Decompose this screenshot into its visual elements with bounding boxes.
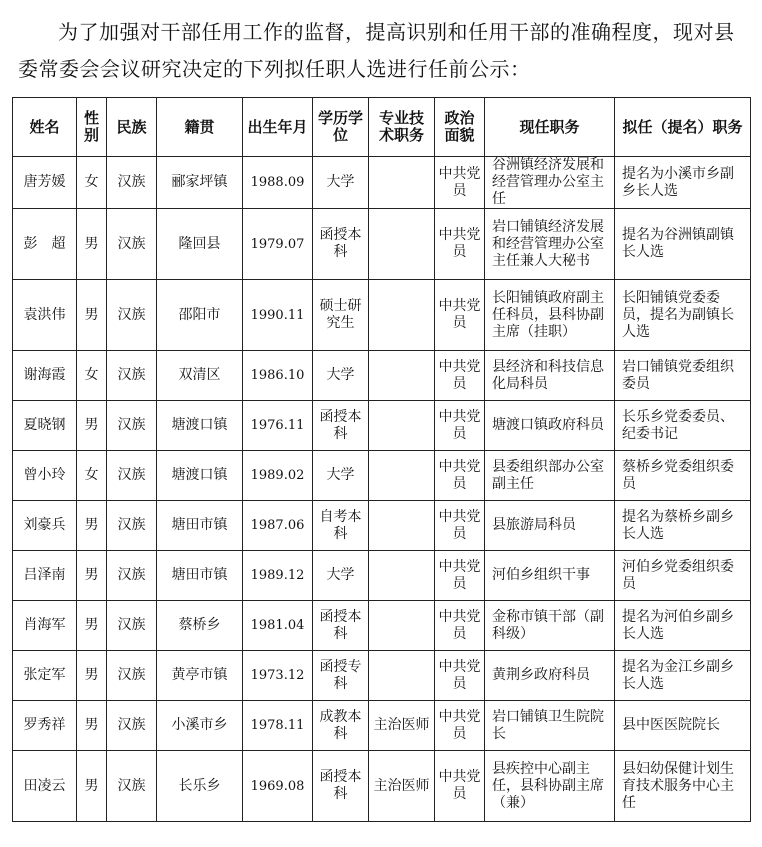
- header-current-position: 现任职务: [485, 98, 615, 157]
- cell-name: 田凌云: [13, 751, 77, 822]
- cell-political-status: 中共党员: [435, 351, 485, 401]
- cell-current-position: 县经济和科技信息化局科员: [485, 351, 615, 401]
- cell-gender: 男: [77, 501, 107, 551]
- table-row: [13, 280, 751, 351]
- cell-birth-date: 1973.12: [243, 651, 313, 701]
- cell-professional-title: [369, 601, 435, 651]
- cell-political-status: 中共党员: [435, 401, 485, 451]
- cell-education: 函授本科: [313, 401, 369, 451]
- cell-native-place: 塘渡口镇: [157, 401, 243, 451]
- cell-native-place: 郦家坪镇: [157, 157, 243, 209]
- cell-proposed-position: 提名为蔡桥乡副乡长人选: [615, 501, 751, 551]
- cell-name: 谢海霞: [13, 351, 77, 401]
- cell-proposed-position: 提名为小溪市乡副乡长人选: [615, 157, 751, 209]
- header-education: 学历学位: [313, 98, 369, 157]
- header-professional-title: 专业技术职务: [369, 98, 435, 157]
- cell-political-status: 中共党员: [435, 280, 485, 351]
- cell-professional-title: [369, 280, 435, 351]
- cell-current-position: 金称市镇干部（副科级）: [485, 601, 615, 651]
- cell-name: 曾小玲: [13, 451, 77, 501]
- cell-proposed-position: 河伯乡党委组织委员: [615, 551, 751, 601]
- cell-native-place: 小溪市乡: [157, 701, 243, 751]
- cell-education: 大学: [313, 351, 369, 401]
- cell-political-status: 中共党员: [435, 601, 485, 651]
- table-row: [13, 157, 751, 209]
- cell-birth-date: 1989.12: [243, 551, 313, 601]
- cell-proposed-position: 提名为河伯乡副乡长人选: [615, 601, 751, 651]
- cell-professional-title: [369, 157, 435, 209]
- cell-education: 大学: [313, 451, 369, 501]
- header-birth-date: 出生年月: [243, 98, 313, 157]
- cell-ethnicity: 汉族: [107, 701, 157, 751]
- cell-name: 张定军: [13, 651, 77, 701]
- table-header-row: [13, 98, 751, 157]
- header-ethnicity: 民族: [107, 98, 157, 157]
- table-row: [13, 651, 751, 701]
- cell-current-position: 县委组织部办公室副主任: [485, 451, 615, 501]
- cell-native-place: 塘渡口镇: [157, 451, 243, 501]
- cell-gender: 男: [77, 701, 107, 751]
- cell-professional-title: [369, 651, 435, 701]
- cell-birth-date: 1969.08: [243, 751, 313, 822]
- cell-current-position: 黄荆乡政府科员: [485, 651, 615, 701]
- header-political-status: 政治面貌: [435, 98, 485, 157]
- cell-education: 自考本科: [313, 501, 369, 551]
- cell-ethnicity: 汉族: [107, 451, 157, 501]
- cell-name: 刘豪兵: [13, 501, 77, 551]
- cell-gender: 女: [77, 451, 107, 501]
- cell-native-place: 蔡桥乡: [157, 601, 243, 651]
- header-native-place: 籍贯: [157, 98, 243, 157]
- cell-professional-title: [369, 451, 435, 501]
- cell-ethnicity: 汉族: [107, 501, 157, 551]
- cell-political-status: 中共党员: [435, 209, 485, 280]
- cell-birth-date: 1990.11: [243, 280, 313, 351]
- cell-proposed-position: 长乐乡党委委员、纪委书记: [615, 401, 751, 451]
- table-row: [13, 751, 751, 822]
- cell-native-place: 隆回县: [157, 209, 243, 280]
- cell-native-place: 塘田市镇: [157, 501, 243, 551]
- cell-professional-title: 主治医师: [369, 751, 435, 822]
- intro-paragraph: 为了加强对干部任用工作的监督，提高识别和任用干部的准确程度，现对县委常委会会议研究决定的下列拟任职人选进行任前公示：: [18, 20, 735, 81]
- cell-gender: 男: [77, 280, 107, 351]
- cell-gender: 男: [77, 601, 107, 651]
- cell-education: 函授本科: [313, 209, 369, 280]
- table-row: [13, 701, 751, 751]
- cell-education: 硕士研究生: [313, 280, 369, 351]
- cell-birth-date: 1987.06: [243, 501, 313, 551]
- cell-proposed-position: 县妇幼保健计划生育技术服务中心主任: [615, 751, 751, 822]
- cell-ethnicity: 汉族: [107, 351, 157, 401]
- cell-education: 函授本科: [313, 751, 369, 822]
- cell-education: 函授专科: [313, 651, 369, 701]
- cell-ethnicity: 汉族: [107, 157, 157, 209]
- cell-name: 罗秀祥: [13, 701, 77, 751]
- cell-proposed-position: 岩口铺镇党委组织委员: [615, 351, 751, 401]
- cell-birth-date: 1989.02: [243, 451, 313, 501]
- cell-name: 肖海军: [13, 601, 77, 651]
- cell-native-place: 塘田市镇: [157, 551, 243, 601]
- table-row: [13, 451, 751, 501]
- cell-gender: 男: [77, 551, 107, 601]
- cell-name: 唐芳媛: [13, 157, 77, 209]
- cell-political-status: 中共党员: [435, 701, 485, 751]
- cell-current-position: 岩口铺镇经济发展和经营管理办公室主任兼人大秘书: [485, 209, 615, 280]
- cell-birth-date: 1979.07: [243, 209, 313, 280]
- cell-current-position: 河伯乡组织干事: [485, 551, 615, 601]
- header-name: 姓名: [13, 98, 77, 157]
- table-row: [13, 601, 751, 651]
- cell-current-position: 县疾控中心副主任，县科协副主席（兼）: [485, 751, 615, 822]
- cell-current-position: 塘渡口镇政府科员: [485, 401, 615, 451]
- cell-proposed-position: 县中医医院院长: [615, 701, 751, 751]
- cell-political-status: 中共党员: [435, 451, 485, 501]
- cell-ethnicity: 汉族: [107, 651, 157, 701]
- cell-current-position: 长阳铺镇政府副主任科员，县科协副主席（挂职）: [485, 280, 615, 351]
- cell-education: 函授本科: [313, 601, 369, 651]
- cell-birth-date: 1981.04: [243, 601, 313, 651]
- table-row: [13, 351, 751, 401]
- cell-political-status: 中共党员: [435, 551, 485, 601]
- table-row: [13, 209, 751, 280]
- cell-name: 吕泽南: [13, 551, 77, 601]
- cell-ethnicity: 汉族: [107, 551, 157, 601]
- header-gender: 性别: [77, 98, 107, 157]
- cell-education: 大学: [313, 551, 369, 601]
- cell-professional-title: 主治医师: [369, 701, 435, 751]
- cell-education: 大学: [313, 157, 369, 209]
- cell-native-place: 黄亭市镇: [157, 651, 243, 701]
- cell-gender: 女: [77, 157, 107, 209]
- cell-ethnicity: 汉族: [107, 401, 157, 451]
- cell-gender: 男: [77, 751, 107, 822]
- cell-birth-date: 1978.11: [243, 701, 313, 751]
- candidate-table: [12, 97, 751, 822]
- cell-gender: 女: [77, 351, 107, 401]
- cell-professional-title: [369, 351, 435, 401]
- cell-native-place: 长乐乡: [157, 751, 243, 822]
- cell-native-place: 双清区: [157, 351, 243, 401]
- cell-professional-title: [369, 401, 435, 451]
- cell-name: 彭 超: [13, 209, 77, 280]
- table-row: [13, 501, 751, 551]
- cell-proposed-position: 提名为金江乡副乡长人选: [615, 651, 751, 701]
- cell-gender: 男: [77, 401, 107, 451]
- cell-political-status: 中共党员: [435, 751, 485, 822]
- cell-gender: 男: [77, 209, 107, 280]
- cell-current-position: 岩口铺镇卫生院院长: [485, 701, 615, 751]
- cell-ethnicity: 汉族: [107, 751, 157, 822]
- cell-native-place: 邵阳市: [157, 280, 243, 351]
- cell-name: 袁洪伟: [13, 280, 77, 351]
- cell-ethnicity: 汉族: [107, 209, 157, 280]
- cell-birth-date: 1976.11: [243, 401, 313, 451]
- cell-political-status: 中共党员: [435, 157, 485, 209]
- cell-professional-title: [369, 209, 435, 280]
- cell-birth-date: 1986.10: [243, 351, 313, 401]
- cell-current-position: 谷洲镇经济发展和经营管理办公室主任: [485, 157, 615, 209]
- cell-political-status: 中共党员: [435, 651, 485, 701]
- cell-ethnicity: 汉族: [107, 280, 157, 351]
- cell-political-status: 中共党员: [435, 501, 485, 551]
- cell-gender: 男: [77, 651, 107, 701]
- cell-proposed-position: 提名为谷洲镇副镇长人选: [615, 209, 751, 280]
- cell-education: 成教本科: [313, 701, 369, 751]
- cell-proposed-position: 蔡桥乡党委组织委员: [615, 451, 751, 501]
- cell-current-position: 县旅游局科员: [485, 501, 615, 551]
- cell-proposed-position: 长阳铺镇党委委员，提名为副镇长人选: [615, 280, 751, 351]
- table-row: [13, 551, 751, 601]
- table-row: [13, 401, 751, 451]
- cell-professional-title: [369, 551, 435, 601]
- cell-birth-date: 1988.09: [243, 157, 313, 209]
- cell-ethnicity: 汉族: [107, 601, 157, 651]
- cell-name: 夏晓钢: [13, 401, 77, 451]
- cell-professional-title: [369, 501, 435, 551]
- header-proposed-position: 拟任（提名）职务: [615, 98, 751, 157]
